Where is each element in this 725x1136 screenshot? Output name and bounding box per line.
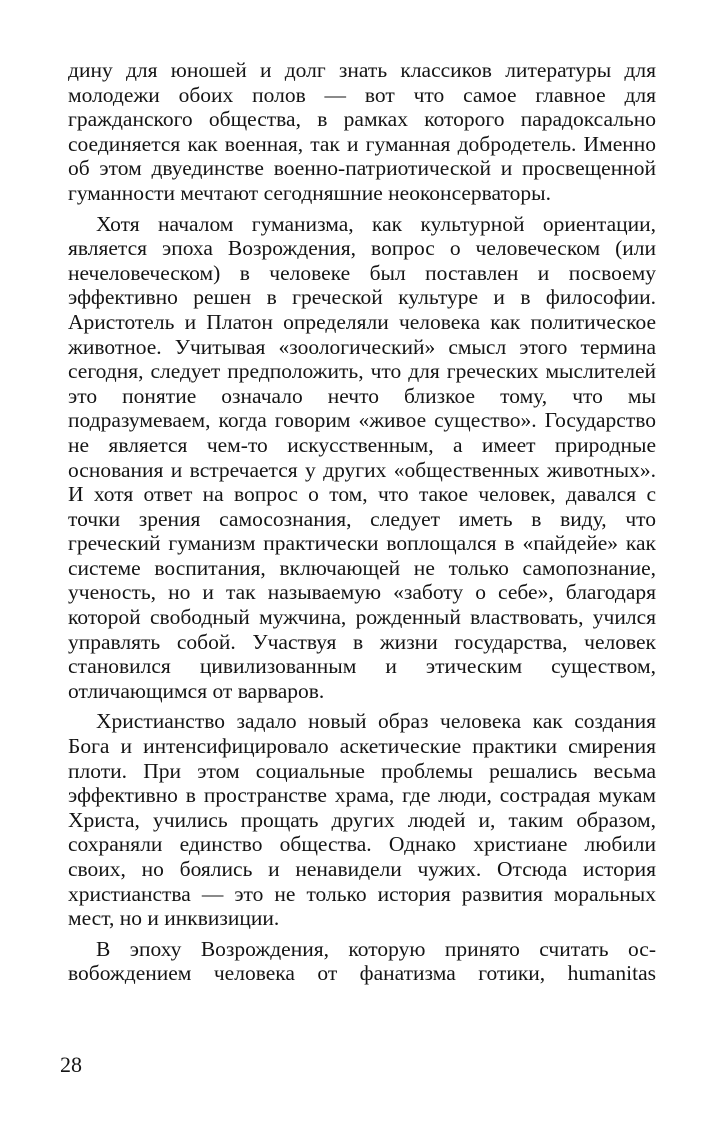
page-number: 28 [60, 1052, 82, 1077]
paragraph-1: дину для юношей и долг знать классиков литературы для молодежи обоих полов — вот что самое главное для гражданского общества, в рамках которого парадоксально соединяется как военная, так и гуманная добродетель. Именно об этом двуединстве военно-патриотической и просвещенной гуманности мечтают сегодняшние неоконсерваторы. [68, 58, 656, 205]
body-text [68, 58, 656, 986]
paragraph-3: Христианство задало новый образ человека как создания Бога и интенсифицировало аскетические практики смирения плоти. При этом социальные проблемы решались весьма эффективно в пространстве храма, где люди, сострадая мукам Христа, учились прощать других людей и, таким образом, сохраняли единство общества. Однако христиане любили своих, но боялись и ненавидели чужих. Отсюда история христианства — это не только история развития моральных мест, но и инквизиции. [68, 709, 656, 931]
paragraph-2: Хотя началом гуманизма, как культурной ориентации, является эпоха Возрождения, вопрос о человеческом (или нечеловеческом) в человеке был поставлен и посвоему эффективно решен в греческой культуре и в философии. Аристотель и Платон определяли человека как политическое животное. Учитывая «зоологический» смысл этого термина сегодня, следует предположить, что для греческих мыслителей это понятие означало нечто близкое тому, что мы подразумеваем, когда говорим «живое существо». Государство не является чем-то искусственным, а имеет природные основания и встречается у других «общественных животных». И хотя ответ на вопрос о том, что такое человек, давался с точки зрения самосознания, следует иметь в виду, что греческий гуманизм практически воплощался в «пайдейе» как системе воспитания, включающей не только самопознание, ученость, но и так называемую «заботу о себе», благодаря которой свободный мужчина, рожденный властвовать, учился управлять собой. Участвуя в жизни государства, человек становился цивилизованным и этическим существом, отличающимся от варваров. [68, 211, 656, 703]
paragraph-4: В эпоху Возрождения, которую принято считать освобождением человека от фанатизма готики, humanitas [68, 936, 656, 986]
